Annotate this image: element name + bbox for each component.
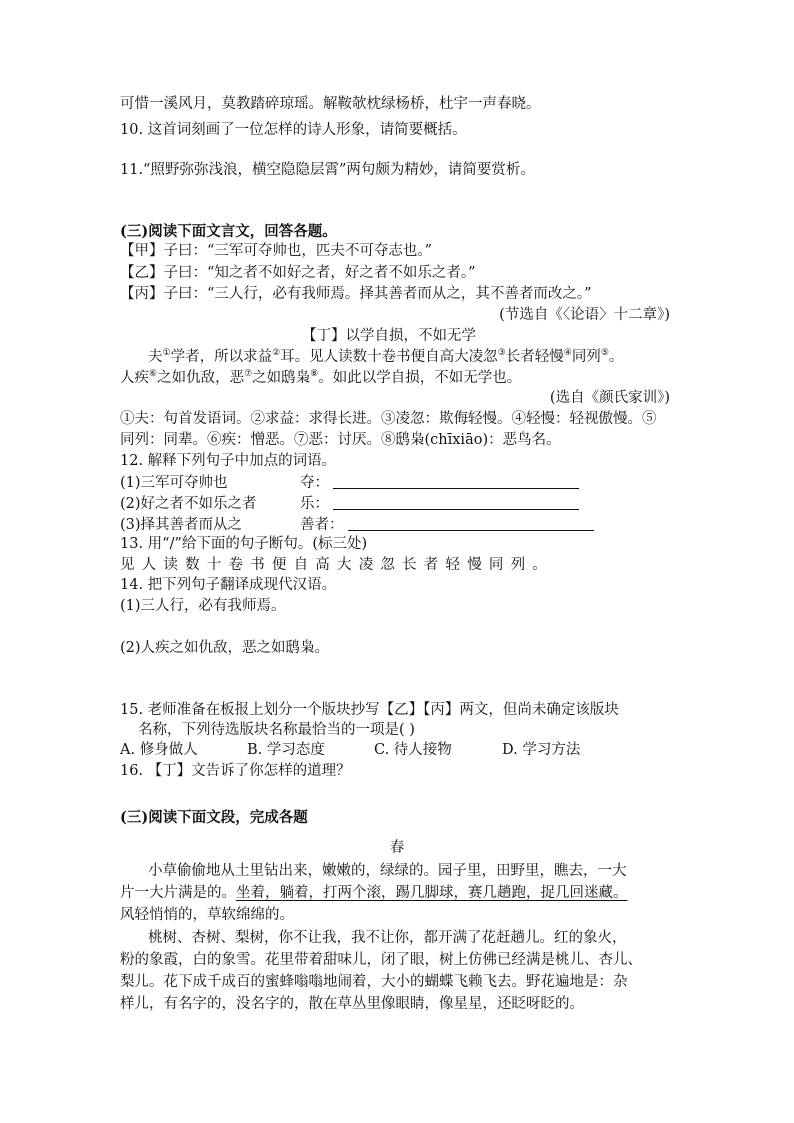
passage-yi: 【乙】子曰：“知之者不如好之者，好之者不如乐之者。” xyxy=(120,265,476,281)
question-15-line2: 名称，下列待选版块名称最恰当的一项是( ) xyxy=(138,722,415,738)
option-d[interactable]: D. 学习方法 xyxy=(502,742,581,758)
question-16: 16. 【丁】文告诉了你怎样的道理？ xyxy=(120,763,351,779)
question-15-line1: 15. 老师准备在板报上划分一个版块抄写【乙】【丙】两文，但尚未确定该版块 xyxy=(120,702,619,718)
passage-ding-title: 【丁】以学自损，不如无学 xyxy=(302,328,476,344)
essay-p2-line2: 粉的象霞，白的象雪。花里带着甜味儿，闭了眼，树上仿佛已经满是桃儿、杏儿、 xyxy=(120,952,642,968)
question-13: 13. 用“/”给下面的句子断句。(标三处) xyxy=(120,536,368,552)
q12-item-3: (3)择其善者而从之 善者： xyxy=(120,515,594,535)
source-yanshi: (选自《颜氏家训》) xyxy=(549,390,670,406)
underlined-sentence: 坐着，躺着，打两个滚，踢几脚球，赛几趟跑，捉几回迷藏。 xyxy=(236,885,628,901)
answer-blank[interactable] xyxy=(348,515,594,531)
essay-p1-line3: 风轻悄悄的，草软绵绵的。 xyxy=(120,907,294,923)
question-11: 11.“照野弥弥浅浪，横空隐隐层霄”两句颇为精妙，请简要赏析。 xyxy=(120,162,535,178)
annotations-line1: ①夫：句首发语词。②求益：求得长进。③凌忽：欺侮轻慢。④轻慢：轻视傲慢。⑤ xyxy=(120,411,657,427)
option-b[interactable]: B. 学习态度 xyxy=(247,742,325,758)
section-heading-classical: (三)阅读下面文言文，回答各题。 xyxy=(120,223,337,240)
essay-p1-line2: 片一大片满是的。坐着，躺着，打两个滚，踢几脚球，赛几趟跑，捉几回迷藏。 xyxy=(120,885,628,901)
section-heading-modern: (三)阅读下面文段，完成各题 xyxy=(120,809,308,826)
q12-item-2: (2)好之者不如乐之者 乐： xyxy=(120,494,579,514)
q15-options xyxy=(120,741,580,760)
q14-item-1: (1)三人行，必有我师焉。 xyxy=(120,598,286,614)
passage-bing: 【丙】子曰：“三人行，必有我师焉。择其善者而从之，其不善者而改之。” xyxy=(120,286,592,302)
passage-ding-line1: 夫①学者，所以求益②耳。见人读数十卷书便自高大凌忽③长者轻慢④同列⑤。 xyxy=(148,348,624,365)
question-12: 12. 解释下列句子中加点的词语。 xyxy=(120,453,337,469)
poem-tail: 可惜一溪风月，莫教踏碎琼瑶。解鞍欹枕绿杨桥，杜宇一声春晓。 xyxy=(120,96,541,112)
essay-p2-line3: 梨儿。花下成千成百的蜜蜂嗡嗡地闹着，大小的蝴蝶飞赖飞去。野花遍地是：杂 xyxy=(120,974,628,990)
answer-blank[interactable] xyxy=(333,494,579,510)
option-c[interactable]: C. 待人接物 xyxy=(374,742,452,758)
essay-p2-line4: 样儿，有名字的，没名字的，散在草丛里像眼睛，像星星，还眨呀眨的。 xyxy=(120,996,584,1012)
question-10: 10. 这首词刻画了一位怎样的诗人形象，请简要概括。 xyxy=(120,122,467,138)
essay-title: 春 xyxy=(389,840,405,856)
q12-item-1: (1)三军可夺帅也 夺： xyxy=(120,473,579,493)
essay-p1-line1: 小草偷偷地从土里钻出来，嫩嫩的，绿绿的。园子里，田野里，瞧去，一大 xyxy=(148,863,627,879)
q14-item-2: (2)人疾之如仇敌，恶之如鸱枭。 xyxy=(120,640,330,656)
source-lunyu: (节选自《〈论语〉十二章》) xyxy=(499,307,670,323)
option-a[interactable]: A. 修身做人 xyxy=(120,742,198,758)
q13-sentence: 见人读数十卷书便自高大凌忽长者轻慢同列。 xyxy=(120,557,554,573)
passage-jia: 【甲】子曰：“三军可夺帅也，匹夫不可夺志也。” xyxy=(120,243,433,259)
passage-ding-line2: 人疾⑥之如仇敌，恶⑦之如鸱枭⑧。如此以学自损，不如无学也。 xyxy=(120,369,522,386)
annotations-line2: 同列：同辈。⑥疾：憎恶。⑦恶：讨厌。⑧鸱枭(chīxiāo)：恶鸟名。 xyxy=(120,432,561,448)
essay-p2-line1: 桃树、杏树、梨树，你不让我，我不让你，都开满了花赶趟儿。红的象火， xyxy=(148,930,627,946)
question-14: 14. 把下列句子翻译成现代汉语。 xyxy=(120,577,337,593)
answer-blank[interactable] xyxy=(333,473,579,489)
